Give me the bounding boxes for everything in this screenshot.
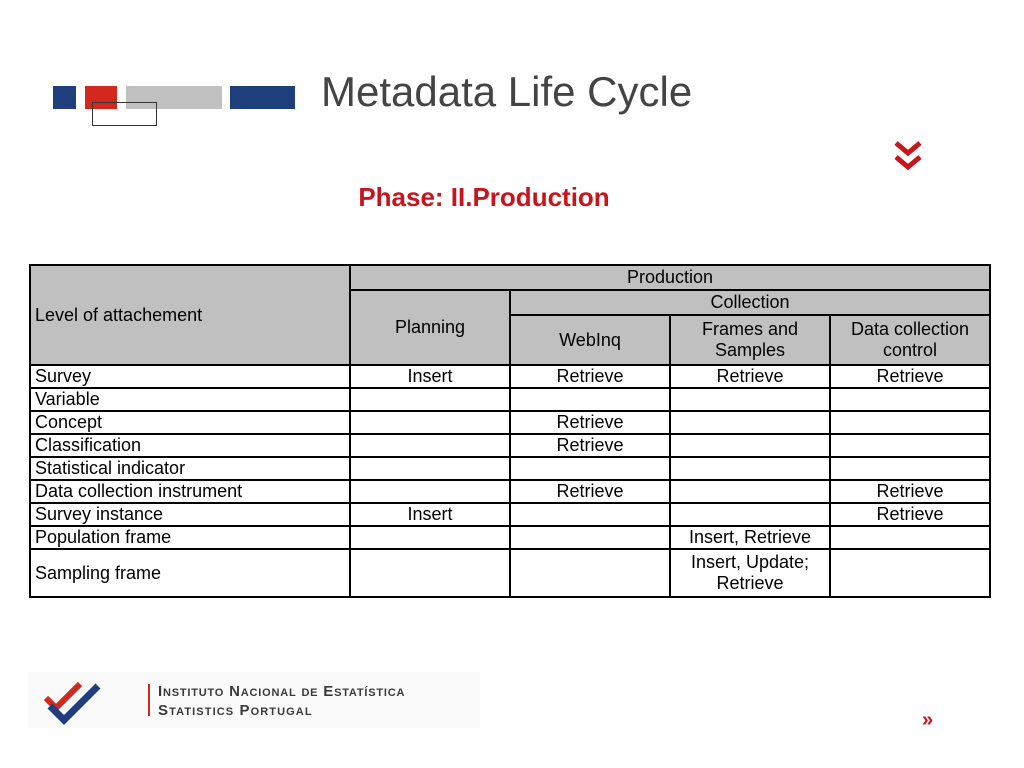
header-production: Production — [350, 265, 990, 290]
table-row — [30, 549, 990, 597]
cell-webinq — [510, 549, 670, 597]
cell-dcc — [830, 434, 990, 457]
cell-dcc — [830, 526, 990, 549]
header-collection: Collection — [510, 290, 990, 315]
row-level: Survey instance — [30, 503, 350, 526]
cell-frames — [670, 434, 830, 457]
cell-dcc — [830, 388, 990, 411]
cell-webinq: Retrieve — [510, 480, 670, 503]
checkmark-logo-icon — [40, 676, 110, 726]
cell-webinq — [510, 526, 670, 549]
cell-planning — [350, 480, 510, 503]
cell-planning — [350, 457, 510, 480]
cell-webinq: Retrieve — [510, 365, 670, 388]
cell-frames — [670, 480, 830, 503]
header-dcc: Data collection control — [830, 315, 990, 365]
cell-frames: Insert, Retrieve — [670, 526, 830, 549]
header-webinq: WebInq — [510, 315, 670, 365]
cell-dcc: Retrieve — [830, 503, 990, 526]
cell-planning: Insert — [350, 503, 510, 526]
row-level: Survey — [30, 365, 350, 388]
cell-webinq: Retrieve — [510, 411, 670, 434]
table-row — [30, 434, 990, 457]
cell-dcc: Retrieve — [830, 480, 990, 503]
cell-frames — [670, 503, 830, 526]
header-frames: Frames and Samples — [670, 315, 830, 365]
cell-frames — [670, 411, 830, 434]
row-level: Statistical indicator — [30, 457, 350, 480]
cell-webinq — [510, 503, 670, 526]
cell-frames: Retrieve — [670, 365, 830, 388]
cell-webinq: Retrieve — [510, 434, 670, 457]
row-level: Variable — [30, 388, 350, 411]
table-body — [30, 365, 990, 597]
header-level: Level of attachement — [30, 265, 350, 365]
table-row — [30, 457, 990, 480]
cell-planning — [350, 388, 510, 411]
table-row — [30, 503, 990, 526]
cell-webinq — [510, 457, 670, 480]
row-level: Data collection instrument — [30, 480, 350, 503]
cell-dcc — [830, 411, 990, 434]
cell-planning — [350, 549, 510, 597]
cell-planning — [350, 526, 510, 549]
slide-title: Metadata Life Cycle — [321, 68, 693, 115]
cell-frames — [670, 457, 830, 480]
table-row — [30, 480, 990, 503]
row-level: Sampling frame — [30, 549, 350, 597]
org-subtitle: Statistics Portugal — [158, 702, 313, 719]
cell-dcc — [830, 549, 990, 597]
header-outline-box — [92, 102, 157, 126]
next-slide-button[interactable]: » — [922, 709, 934, 731]
table-row — [30, 388, 990, 411]
cell-dcc: Retrieve — [830, 365, 990, 388]
header-planning: Planning — [350, 290, 510, 365]
cell-planning — [350, 434, 510, 457]
phase-heading: Phase: II.Production — [358, 182, 610, 212]
header-blue-square — [53, 86, 76, 109]
cell-planning — [350, 411, 510, 434]
cell-planning: Insert — [350, 365, 510, 388]
cell-frames — [670, 388, 830, 411]
org-name: Instituto Nacional de Estatística — [158, 683, 406, 700]
table-row — [30, 365, 990, 388]
double-chevron-down-icon — [893, 139, 923, 173]
logo-divider — [148, 684, 150, 716]
ine-logo — [28, 672, 480, 728]
row-level: Concept — [30, 411, 350, 434]
header-blue-bar — [230, 86, 295, 109]
row-level: Classification — [30, 434, 350, 457]
row-level: Population frame — [30, 526, 350, 549]
lifecycle-table — [29, 264, 989, 598]
table-row — [30, 526, 990, 549]
cell-webinq — [510, 388, 670, 411]
cell-frames: Insert, Update; Retrieve — [670, 549, 830, 597]
table-row — [30, 411, 990, 434]
cell-dcc — [830, 457, 990, 480]
